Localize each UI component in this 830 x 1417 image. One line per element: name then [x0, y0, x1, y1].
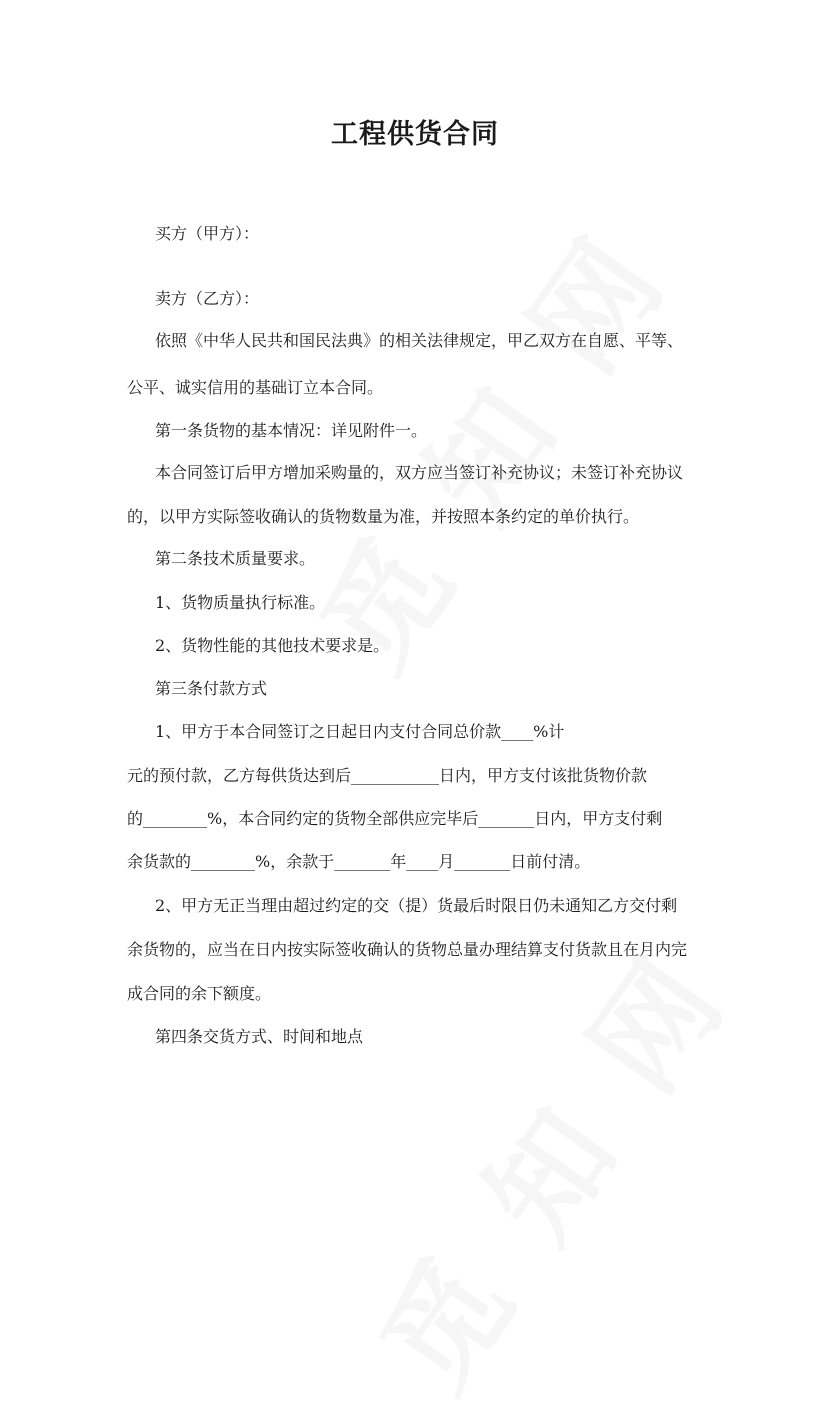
buyer-line: 买方（甲方）： [155, 224, 260, 243]
paragraph-line: 公平、诚实信用的基础订立本合同。 [127, 378, 384, 397]
paragraph-line: 元的预付款，乙方每供货达到后___________日内，甲方支付该批货物价款 [127, 766, 648, 785]
paragraph-line: 2、甲方无正当理由超过约定的交（提）货最后时限日仍未通知乙方交付剩 [155, 896, 678, 915]
seller-line: 卖方（乙方）： [155, 289, 260, 308]
paragraph-line: 1、甲方于本合同签订之日起日内支付合同总价款____%计 [155, 722, 565, 741]
paragraph-line: 的________%，本合同约定的货物全部供应完毕后_______日内，甲方支付剩 [127, 809, 663, 828]
paragraph-line: 成合同的余下额度。 [127, 984, 272, 1003]
paragraph-line: 2、货物性能的其他技术要求是。 [155, 636, 390, 655]
watermark [275, 195, 699, 698]
article-2-heading: 第二条技术质量要求。 [155, 549, 316, 568]
article-4-heading: 第四条交货方式、时间和地点 [155, 1027, 364, 1046]
paragraph-line: 余货款的________%，余款于_______年____月_______日前付清。 [127, 852, 591, 871]
paragraph-line: 依照《中华人民共和国民法典》的相关法律规定，甲乙双方在自愿、平等、 [155, 331, 684, 350]
paragraph-line: 余货物的，应当在日内按实际签收确认的货物总量办理结算支付货款且在月内完 [127, 940, 688, 959]
paragraph-line: 1、货物质量执行标准。 [155, 593, 326, 612]
article-3-heading: 第三条付款方式 [155, 679, 268, 698]
paragraph-line: 的，以甲方实际签收确认的货物数量为准，并按照本条约定的单价执行。 [127, 507, 640, 526]
document-title: 工程供货合同 [331, 119, 499, 150]
paragraph-line: 本合同签订后甲方增加采购量的，双方应当签订补充协议；未签订补充协议 [155, 463, 684, 482]
article-1-heading: 第一条货物的基本情况：详见附件一。 [155, 421, 428, 440]
